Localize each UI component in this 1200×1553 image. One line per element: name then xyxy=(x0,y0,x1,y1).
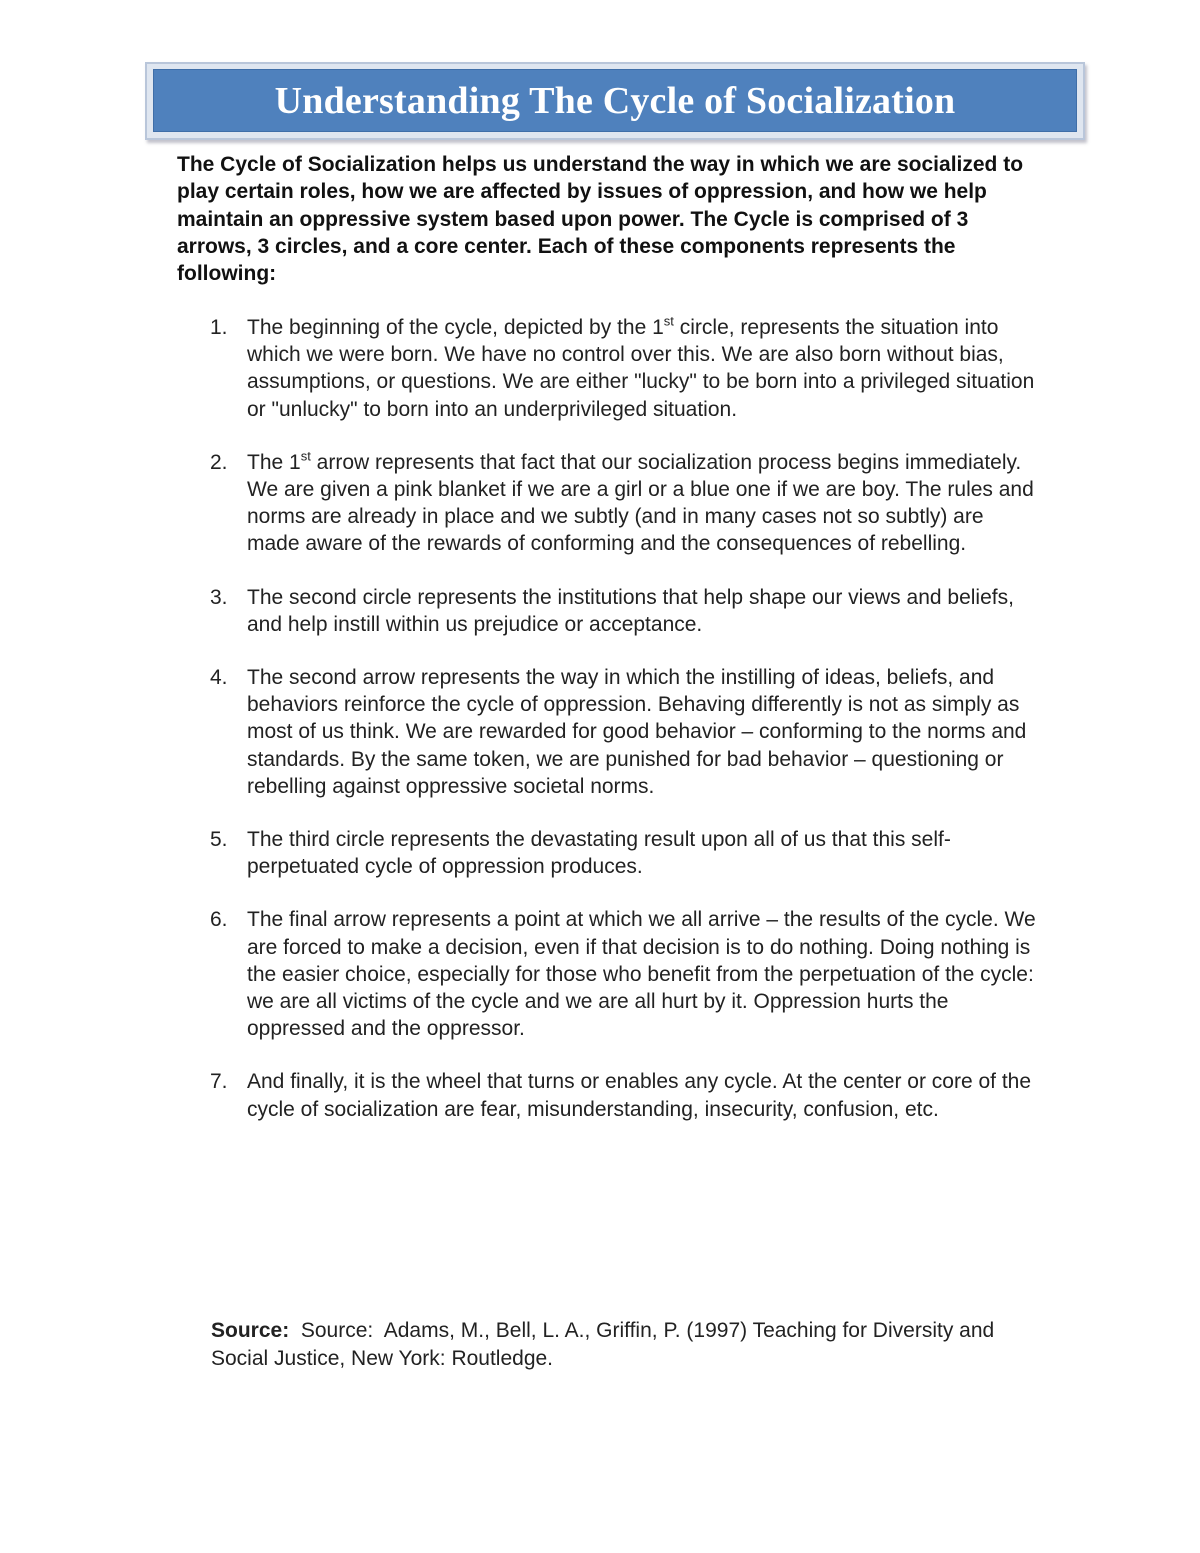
list-item xyxy=(210,314,1040,423)
ordinal-superscript: st xyxy=(300,448,311,464)
list-item-text: The second arrow represents the way in which the instilling of ideas, beliefs, and behaviors reinforce the cycle of oppression. Behaving differently is not as simply as most of us think. We are rewarded for good behavior – conforming to the norms and standards. By the same token, we are punished for bad behavior – questioning or rebelling against oppressive societal norms. xyxy=(247,666,1027,798)
source-label: Source: xyxy=(211,1319,290,1342)
source-text: Source: Adams, M., Bell, L. A., Griffin, P. (1997) Teaching for Diversity and Social Justice, New York: Routledge. xyxy=(211,1319,1006,1370)
list-item-text: The 1st arrow represents that fact that our socialization process begins immediately. We are given a pink blanket if we are a girl or a blue one if we are boy. The rules and norms are already in place and we subtly (and in many cases not so subtly) are made aware of the rewards of conforming and the consequences of rebelling. xyxy=(247,448,1034,556)
page-title: Understanding The Cycle of Socialization xyxy=(274,79,956,122)
list-item-text: The final arrow represents a point at which we all arrive – the results of the cycle. We are forced to make a decision, even if that decision is to do nothing. Doing nothing is the easier choice, especially for those who benefit from the perpetuation of the cycle: we are all victims of the cycle and we are all hurt by it. Oppression hurts the oppressed and the oppressor. xyxy=(247,908,1036,1041)
list-item xyxy=(210,1068,1040,1122)
list-item xyxy=(210,449,1040,558)
list-item-number: 3. xyxy=(210,585,228,609)
list-item xyxy=(210,664,1040,800)
list-item-number: 5. xyxy=(210,828,228,852)
list-item-text: The beginning of the cycle, depicted by the 1st circle, represents the situation into which we were born. We have no control over this. We are also born without bias, assumptions, or questions. We are either "lucky" to be born into a privileged situation or "unlucky" to born into an underprivileged situation. xyxy=(247,313,1035,421)
list-item xyxy=(210,826,1040,880)
list-item-text: The third circle represents the devastating result upon all of us that this self-perpetuated cycle of oppression produces. xyxy=(247,828,951,879)
list-item-number: 6. xyxy=(210,908,228,932)
list-item xyxy=(210,584,1040,638)
title-box xyxy=(153,69,1077,132)
list-item xyxy=(210,906,1040,1042)
list-item-number: 1. xyxy=(210,316,228,339)
source-citation xyxy=(211,1317,1011,1372)
list-item-number: 7. xyxy=(210,1070,228,1094)
list-item-number: 2. xyxy=(210,450,228,474)
intro-paragraph: The Cycle of Socialization helps us understand the way in which we are socialized to play certain roles, how we are affected by issues of oppression, and how we help maintain an oppressive system based upon power. The Cycle is comprised of 3 arrows, 3 circles, and a core center. Each of these components represents the following: xyxy=(177,153,1024,286)
list-item-text: And finally, it is the wheel that turns or enables any cycle. At the center or core of the cycle of socialization are fear, misunderstanding, insecurity, confusion, etc. xyxy=(247,1070,1032,1121)
ordinal-superscript: st xyxy=(663,313,674,329)
components-list xyxy=(210,314,1040,1149)
title-banner xyxy=(145,62,1085,140)
list-item-text: The second circle represents the institutions that help shape our views and beliefs, and help instill within us prejudice or acceptance. xyxy=(247,585,1014,636)
list-item-number: 4. xyxy=(210,666,228,690)
